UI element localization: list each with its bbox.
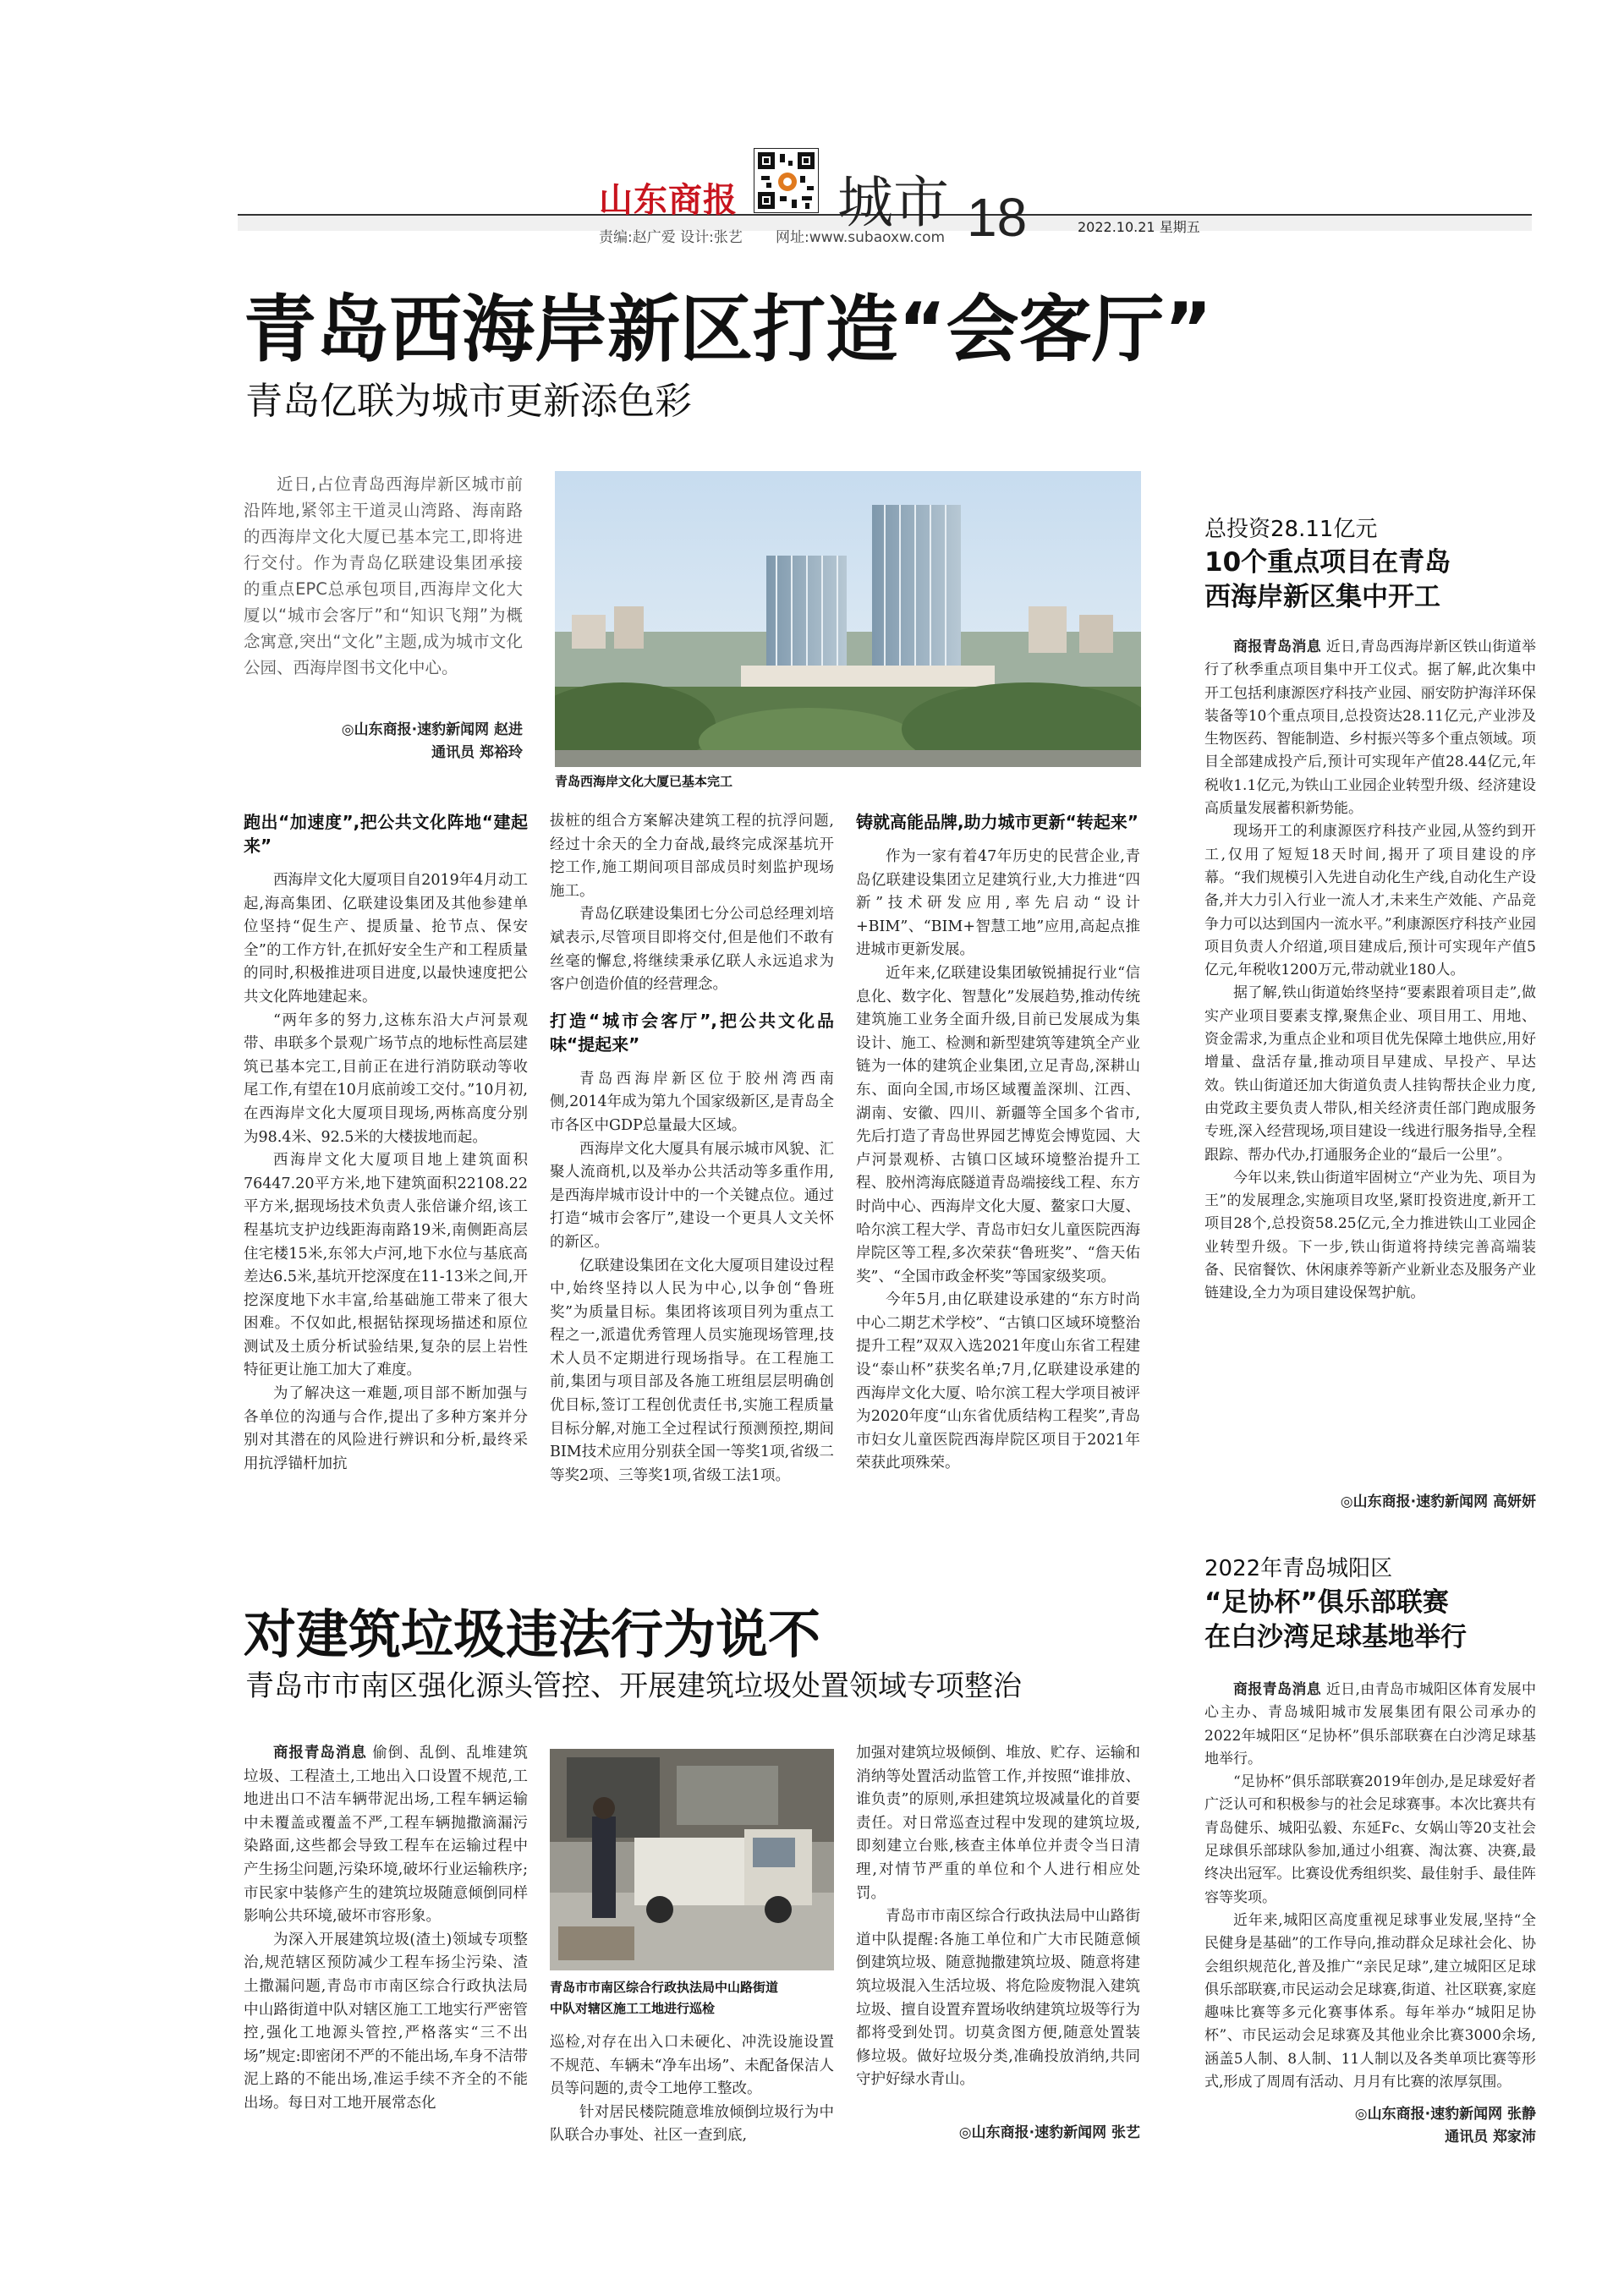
paragraph: 为深入开展建筑垃圾(渣土)领域专项整治,规范辖区预防减少工程车扬尘污染、渣土撒漏问题,青岛市市南区综合行政执法局中山路街道中队对辖区施工工地实行严密管控,强化工地源头管控,严格落实“三不出场”规定:即密闭不严的不能出场,车身不洁带泥上路的不能出场,准运手续不齐全的不能出场。每日对工地开展常态化 — [244, 1931, 528, 2112]
paragraph: 今年以来,铁山街道牢固树立“产业为先、项目为王”的发展理念,实施项目攻坚,紧盯投资进度,新开工项目28个,总投资58.25亿元,全力推进铁山工业园企业转型升级。下一步,铁山街道将持续完善高端装备、民宿餐饮、休闲康养等新产业新业态及服务产业链建设,全力为项目建设保驾护航。 — [1204, 1169, 1536, 1302]
photo1-caption: 青岛西海岸文化大厦已基本完工 — [555, 774, 733, 789]
article2-title: 对建筑垃圾违法行为说不 — [244, 1603, 821, 1665]
subheading-brand: 铸就高能品牌,助力城市更新“转起来” — [856, 812, 1138, 832]
caption-line: 中队对辖区施工工地进行巡检 — [550, 2001, 716, 2016]
subheading-accelerate: 跑出“加速度”,把公共文化阵地“建起来” — [244, 812, 528, 856]
site-inspection-photo — [550, 1749, 834, 1970]
paragraph: 巡检,对存在出入口未硬化、冲洗设施设置不规范、车辆未“净车出场”、未配备保洁人员等问题的,责令工地停工整改。 — [550, 2034, 834, 2098]
caption-line: 青岛市市南区综合行政执法局中山路街道 — [550, 1980, 779, 1995]
sidebar1-byline: ◎山东商报·速豹新闻网 高妍妍 — [1340, 1493, 1536, 1510]
subheading-city-lounge: 打造“城市会客厅”,把公共文化品味“提起来” — [550, 1010, 834, 1055]
paragraph: 近日,由青岛市城阳区体育发展中心主办、青岛城阳城市发展集团有限公司承办的2022年城阳区“足协杯”俱乐部联赛在白沙湾足球基地举行。 — [1204, 1681, 1537, 1767]
paragraph: 青岛亿联建设集团七分公司总经理刘培斌表示,尽管项目即将交付,但是他们不敢有丝毫的懈怠,将继续秉承亿联人永远追求为客户创造价值的经营理念。 — [550, 906, 834, 994]
qr-code-icon — [754, 148, 819, 213]
paragraph: 西海岸文化大厦项目地上建筑面积76447.20平方米,地下建筑面积22108.22平方米,据现场技术负责人张倍谦介绍,该工程基坑支护边线距海南路19米,南侧距高层住宅楼15米,东邻大卢河,地下水位与基底高差达6.5米,基坑开挖深度在11-13米之间,开挖深度地下水丰富,给基础施工带来了很大困难。不仅如此,根据钻探现场描述和原位测试及土质分析试验结果,复杂的层上岩性特征更让施工加大了难度。 — [244, 1152, 528, 1379]
cultural-building-illustration — [555, 471, 1141, 767]
newspaper-logo: 山东商报 — [599, 181, 738, 220]
section-name: 城市 — [837, 170, 949, 235]
article1-column-1 — [244, 810, 528, 1476]
sidebar2-kicker: 2022年青岛城阳区 — [1204, 1556, 1393, 1581]
paragraph: 亿联建设集团在文化大厦项目建设过程中,始终坚持以人民为中心,以争创“鲁班奖”为质量目标。集团将该项目列为重点工程之一,派遣优秀管理人员实施现场管理,技术人员不定期进行现场指导。在工程施工前,集团与项目部及各施工班组层层明确创优目标,签订工程创优责任书,实施工程质量目标分解,对施工全过程试行预测预控,期间BIM技术应用分别获全国一等奖1项,省级二等奖2项、三等奖1项,省级工法1项。 — [550, 1257, 834, 1484]
website-url: 网址:www.subaoxw.com — [776, 229, 946, 246]
paragraph: 偷倒、乱倒、乱堆建筑垃圾、工程渣土,工地出入口设置不规范,工地进出口不洁车辆带泥出场,工程车辆运输中未覆盖或覆盖不严,工程车辆抛撒滴漏污染路面,这些都会导致工程车在运输过程中产生扬尘问题,污染环境,破坏行业运输秩序;市民家中装修产生的建筑垃圾随意倾倒同样影响公共环境,破坏市容形象。 — [244, 1745, 529, 1926]
paragraph: 拔桩的组合方案解决建筑工程的抗浮问题,经过十余天的全力奋战,最终完成深基坑开挖工作,施工期间项目部成员时刻监护现场施工。 — [550, 813, 834, 900]
paragraph: 为了解决这一难题,项目部不断加强与各单位的沟通与合作,提出了多种方案并分别对其潜在的风险进行辨识和分析,最终采用抗浮锚杆加抗 — [244, 1385, 528, 1472]
article2-column-1 — [244, 1742, 528, 2116]
intro-paragraph: 近日,占位青岛西海岸新区城市前沿阵地,紧邻主干道灵山湾路、海南路的西海岸文化大厦已基本完工,即将进行交付。作为青岛亿联建设集团承接的重点EPC总承包项目,西海岸文化大厦以“城市会客厅”和“知识飞翔”为概念寓意,突出“文化”主题,成为城市文化公园、西海岸图书文化中心。 — [244, 474, 523, 677]
dateline: 商报青岛消息 — [273, 1745, 367, 1762]
byline-correspondent: 通讯员 郑裕玲 — [431, 744, 523, 761]
paragraph: 近年来,亿联建设集团敏锐捕捉行业“信息化、数字化、智慧化”发展趋势,推动传统建筑施工业务全面升级,目前已发展成为集设计、施工、检测和新型建筑等建筑全产业链为一体的建筑企业集团,立足青岛,深耕山东、面向全国,市场区域覆盖深圳、江西、湖南、安徽、四川、新疆等全国多个省市,先后打造了青岛世界园艺博览会博览园、大卢河景观桥、古镇口区域环境整治提升工程、胶州湾海底隧道青岛端接线工程、东方时尚中心、西海岸文化大厦、鳌家口大厦、哈尔滨工程大学、青岛市妇女儿童医院西海岸院区等工程,多次荣获“鲁班奖”、“詹天佑奖”、“全国市政金杯奖”等国家级奖项。 — [856, 964, 1140, 1285]
paragraph: 青岛市市南区综合行政执法局中山路街道中队提醒:各施工单位和广大市民随意倾倒建筑垃圾、随意抛撒建筑垃圾、随意将建筑垃圾混入生活垃圾、将危险废物混入建筑垃圾、擅自设置弃置场收纳建筑垃圾等行为都将受到处罚。切莫贪图方便,随意处置装修垃圾。做好垃圾分类,准确投放消纳,共同守护好绿水青山。 — [856, 1908, 1140, 2089]
sidebar2-title-line2: 在白沙湾足球基地举行 — [1204, 1622, 1467, 1652]
sidebar1-title-line1: 10个重点项目在青岛 — [1204, 547, 1451, 578]
dateline: 商报青岛消息 — [1233, 638, 1322, 655]
paragraph: 西海岸文化大厦具有展示城市风貌、汇聚人流商机,以及举办公共活动等多重作用,是西海岸城市设计中的一个关键点位。通过打造“城市会客厅”,建设一个更具人文关怀的新区。 — [550, 1140, 834, 1251]
article1-subtitle: 青岛亿联为城市更新添色彩 — [245, 380, 692, 423]
photo2-caption — [550, 1977, 834, 2019]
paragraph: 近年来,城阳区高度重视足球事业发展,坚持“全民健身是基础”的工作导向,推动群众足球社会化、协会组织规范化,普及推广“亲民足球”,建立城阳区足球俱乐部联赛,市民运动会足球赛,街道、社区联赛,家庭趣味比赛等多元化赛事体系。每年举办“城阳足协杯”、市民运动会足球赛及其他业余比赛3000余场,涵盖5人制、8人制、11人制以及各类单项比赛等形式,形成了周周有活动、月月有比赛的浓厚氛围。 — [1204, 1911, 1536, 2091]
sidebar2-title-line1: “足协杯”俱乐部联赛 — [1204, 1587, 1449, 1618]
paragraph: 作为一家有着47年历史的民营企业,青岛亿联建设集团立足建筑行业,大力推进“四新”技术研发应用,率先启动“设计+BIM”、“BIM+智慧工地”应用,高起点推进城市更新发展。 — [856, 848, 1140, 959]
paragraph: 据了解,铁山街道始终坚持“要素跟着项目走”,做实产业项目要素支撑,聚焦企业、项目用工、用地、资金需求,为重点企业和项目优先保障土地供应,用好增量、盘活存量,推动项目早建成、早投产、早达效。铁山街道还加大街道负责人挂钩帮扶企业力度,由党政主要负责人带队,相关经济责任部门跑成服务专班,深入经营现场,项目建设一线进行服务指导,全程跟踪、帮办代办,打通服务企业的“最后一公里”。 — [1204, 984, 1536, 1164]
cultural-building-photo — [555, 471, 1141, 767]
paragraph: 近日,青岛西海岸新区铁山街道举行了秋季重点项目集中开工仪式。据了解,此次集中开工包括利康源医疗科技产业园、丽安防护海洋环保装备等10个重点项目,总投资达28.11亿元,产业涉及生物医药、智能制造、乡村振兴等多个重点领域。项目全部建成投产后,预计可实现年产值28.44亿元,年税收1.1亿元,为铁山工业园企业转型升级、经济建设高质量发展蓄积新势能。 — [1204, 638, 1537, 818]
article1-column-3 — [856, 810, 1140, 1476]
article2-subtitle: 青岛市市南区强化源头管控、开展建筑垃圾处置领域专项整治 — [245, 1669, 1022, 1703]
article1-intro — [244, 471, 523, 681]
paragraph: 西海岸文化大厦项目自2019年4月动工起,海高集团、亿联建设集团及其他参建单位坚持“促生产、提质量、抢节点、保安全”的工作方针,在抓好安全生产和工程质量的同时,积极推进项目进度,以最快速度把公共文化阵地建起来。 — [244, 872, 528, 1006]
sidebar1-body — [1204, 636, 1536, 1306]
article1-column-2 — [550, 810, 834, 1488]
article1-title: 青岛西海岸新区打造“会客厅” — [244, 288, 1213, 372]
paragraph: 青岛西海岸新区位于胶州湾西南侧,2014年成为第九个国家级新区,是青岛全市各区中GDP总量最大区域。 — [550, 1070, 834, 1134]
dateline: 商报青岛消息 — [1233, 1681, 1322, 1698]
sidebar1-kicker: 总投资28.11亿元 — [1204, 517, 1378, 542]
article2-column-3 — [856, 1742, 1140, 2092]
paragraph: 加强对建筑垃圾倾倒、堆放、贮存、运输和消纳等处置活动监管工作,并按照“谁排放、谁负责”的原则,承担建筑垃圾减量化的首要责任。对日常巡查过程中发现的建筑垃圾,即刻建立台账,核查主体单位并责令当日清理,对情节严重的单位和个人进行相应处罚。 — [856, 1745, 1140, 1902]
byline-correspondent: 通讯员 郑家沛 — [1445, 2129, 1536, 2145]
article2-byline: ◎山东商报·速豹新闻网 张艺 — [958, 2124, 1140, 2141]
paragraph: 现场开工的利康源医疗科技产业园,从签约到开工,仅用了短短18天时间,揭开了项目建设的序幕。“我们规模引入先进自动化生产线,自动化生产设备,并大力引入行业一流人才,未来生产效能、产品竞争力可以达到国内一流水平。”利康源医疗科技产业园项目负责人介绍道,项目建成后,预计可实现年产值5亿元,年税收1200万元,带动就业180人。 — [1204, 823, 1536, 979]
editor-credits: 责编:赵广爱 设计:张艺 — [599, 229, 743, 246]
sidebar2-byline — [1204, 2103, 1536, 2149]
paragraph: 今年5月,由亿联建设承建的“东方时尚中心二期艺术学校”、“古镇口区域环境整治提升工程”双双入选2021年度山东省工程建设“泰山杯”获奖名单;7月,亿联建设承建的西海岸文化大厦、哈尔滨工程大学项目被评为2020年度“山东省优质结构工程奖”,青岛市妇女儿童医院西海岸院区项目于2021年荣获此项殊荣。 — [856, 1291, 1140, 1472]
sidebar2-body — [1204, 1679, 1536, 2094]
article2-column-2 — [550, 2031, 834, 2148]
byline-reporter: ◎山东商报·速豹新闻网 赵进 — [341, 721, 523, 738]
sidebar1-title-line2: 西海岸新区集中开工 — [1204, 582, 1440, 612]
page-number: 18 — [967, 187, 1028, 248]
site-inspection-illustration — [550, 1749, 834, 1970]
article1-byline — [244, 719, 523, 764]
paragraph: 针对居民楼院随意堆放倾倒垃圾行为中队联合办事处、社区一查到底, — [550, 2103, 834, 2145]
paragraph: “两年多的努力,这栋东沿大卢河景观带、串联多个景观广场节点的地标性高层建筑已基本完工,目前正在进行消防联动等收尾工作,有望在10月底前竣工交付。”10月初,在西海岸文化大厦项目现场,两栋高度分别为98.4米、92.5米的大楼拔地而起。 — [244, 1011, 528, 1146]
paragraph: “足协杯”俱乐部联赛2019年创办,是足球爱好者广泛认可和积极参与的社会足球赛事。本次比赛共有青岛健乐、城阳弘毅、东延Fc、女娲山等20支社会足球俱乐部球队参加,通过小组赛、淘汰赛、决赛,最终决出冠军。比赛设优秀组织奖、最佳射手、最佳阵容等奖项。 — [1204, 1773, 1536, 1906]
byline-reporter: ◎山东商报·速豹新闻网 张静 — [1354, 2106, 1536, 2123]
issue-date: 2022.10.21 星期五 — [1078, 219, 1200, 235]
